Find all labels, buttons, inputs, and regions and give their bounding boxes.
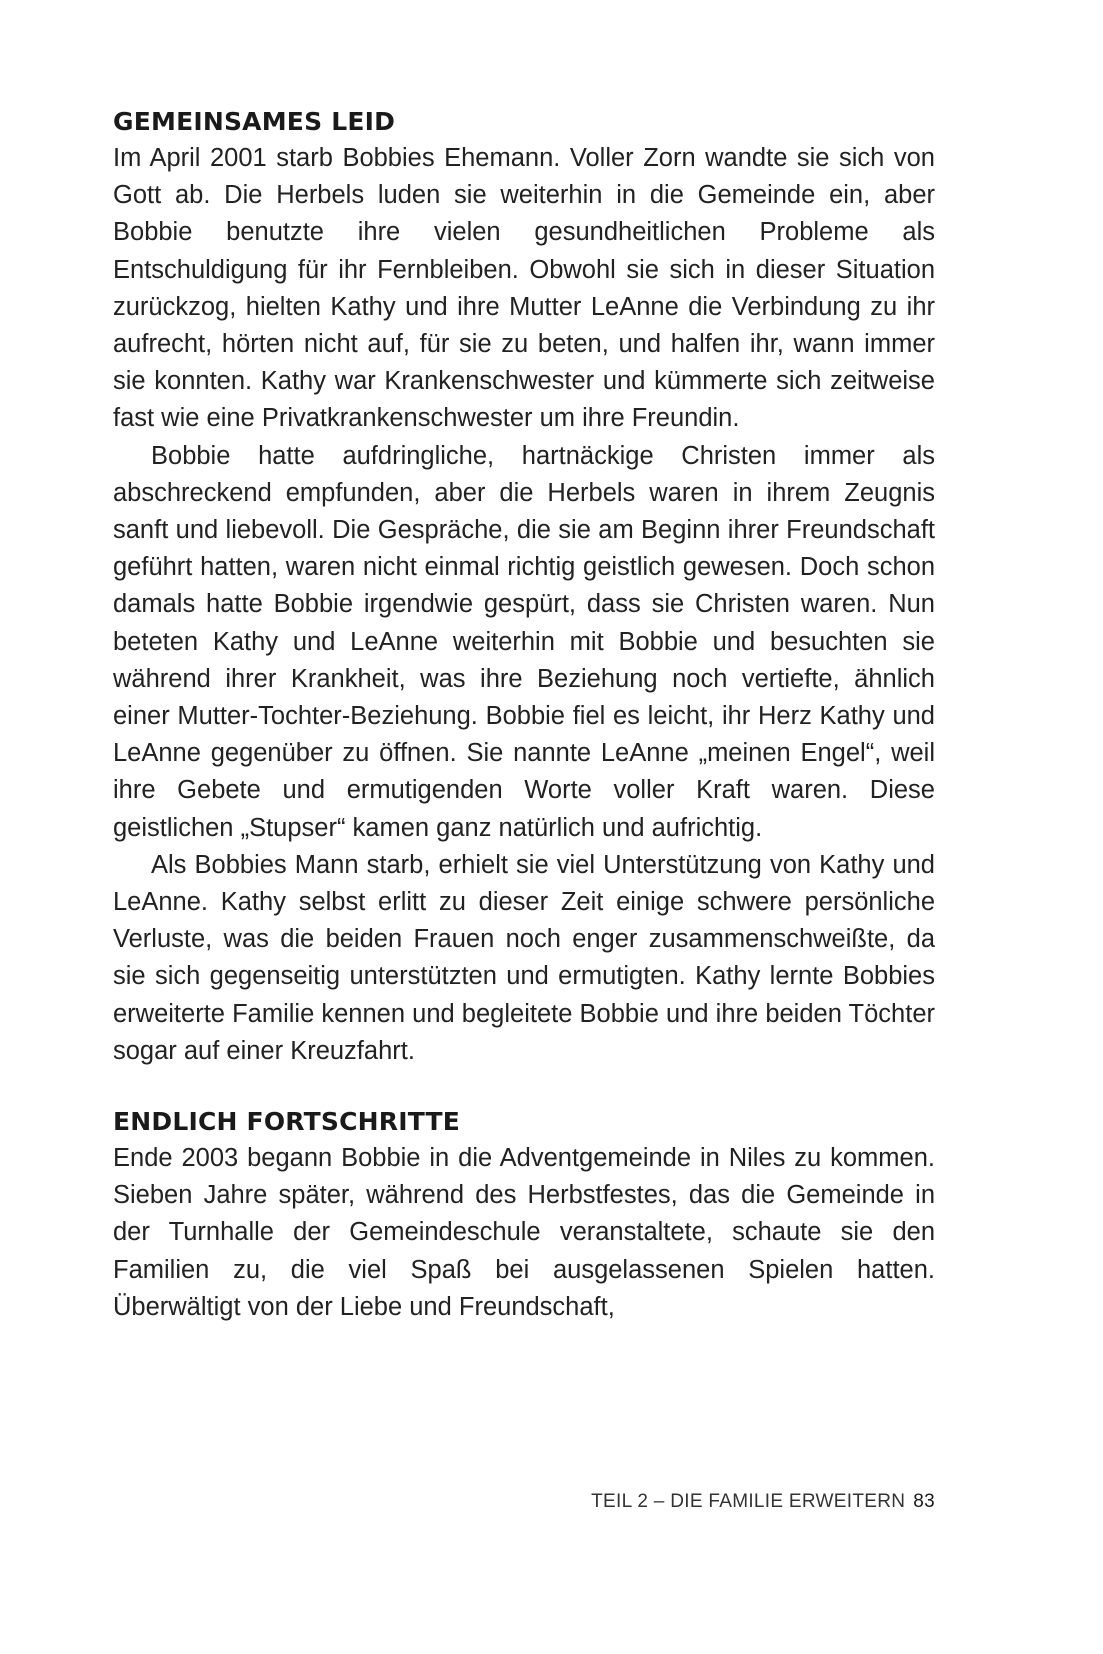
paragraph: Bobbie hatte aufdringliche, hartnäckige Christen immer als abschreckend empfunden, aber die Herbels waren in ihrem Zeugnis sanft und liebevoll. Die Gespräche, die sie am Beginn ihrer Freundschaft geführt hatten, waren nicht einmal richtig geistlich gewesen. Doch schon damals hatte Bobbie irgendwie gespürt, dass sie Christen waren. Nun beteten Kathy und LeAnne weiterhin mit Bobbie und besuchten sie während ihrer Krankheit, was ihre Beziehung noch vertiefte, ähnlich einer Mutter-Tochter-Beziehung. Bobbie fiel es leicht, ihr Herz Kathy und LeAnne gegenüber zu öffnen. Sie nannte LeAnne „meinen Engel“, weil ihre Gebete und ermutigenden Worte voller Kraft waren. Diese geistlichen „Stupser“ kamen ganz natürlich und aufrichtig. — [113, 441, 935, 842]
page-footer — [113, 1490, 935, 1514]
running-footer-chapter: TEIL 2 – DIE FAMILIE ERWEITERN — [591, 1491, 906, 1512]
paragraph: Im April 2001 starb Bobbies Ehemann. Voller Zorn wandte sie sich von Gott ab. Die Herbels luden sie weiterhin in die Gemeinde ein, aber Bobbie benutzte ihre vielen gesundheitlichen Probleme als Entschuldigung für ihr Fernbleiben. Obwohl sie sich in dieser Situation zurückzog, hielten Kathy und ihre Mutter LeAnne die Verbindung zu ihr aufrecht, hörten nicht auf, für sie zu beten, und halfen ihr, wann immer sie konnten. Kathy war Krankenschwester und kümmerte sich zeitweise fast wie eine Privatkrankenschwester um ihre Freundin. — [113, 144, 935, 433]
paragraph: Ende 2003 begann Bobbie in die Adventgemeinde in Niles zu kommen. Sieben Jahre später, während des Herbstfestes, das die Gemeinde in der Turnhalle der Gemeindeschule veranstaltete, schaute sie den Familien zu, die viel Spaß bei ausgelassenen Spielen hatten. Überwältigt von der Liebe und Freundschaft, — [113, 1144, 935, 1321]
paragraph: Als Bobbies Mann starb, erhielt sie viel Unterstützung von Kathy und LeAnne. Kathy selbst erlitt zu dieser Zeit einige schwere persönliche Verluste, was die beiden Frauen noch enger zusammenschweißte, da sie sich gegenseitig unterstützten und ermutigten. Kathy lernte Bobbies erweiterte Familie kennen und begleitete Bobbie und ihre beiden Töchter sogar auf einer Kreuzfahrt. — [113, 850, 935, 1065]
section-heading-endlich-fortschritte: ENDLICH FORTSCHRITTE — [113, 1107, 461, 1137]
section-heading-gemeinsames-leid: GEMEINSAMES LEID — [113, 107, 396, 136]
page-number: 83 — [913, 1491, 935, 1512]
page-body — [113, 104, 935, 1326]
